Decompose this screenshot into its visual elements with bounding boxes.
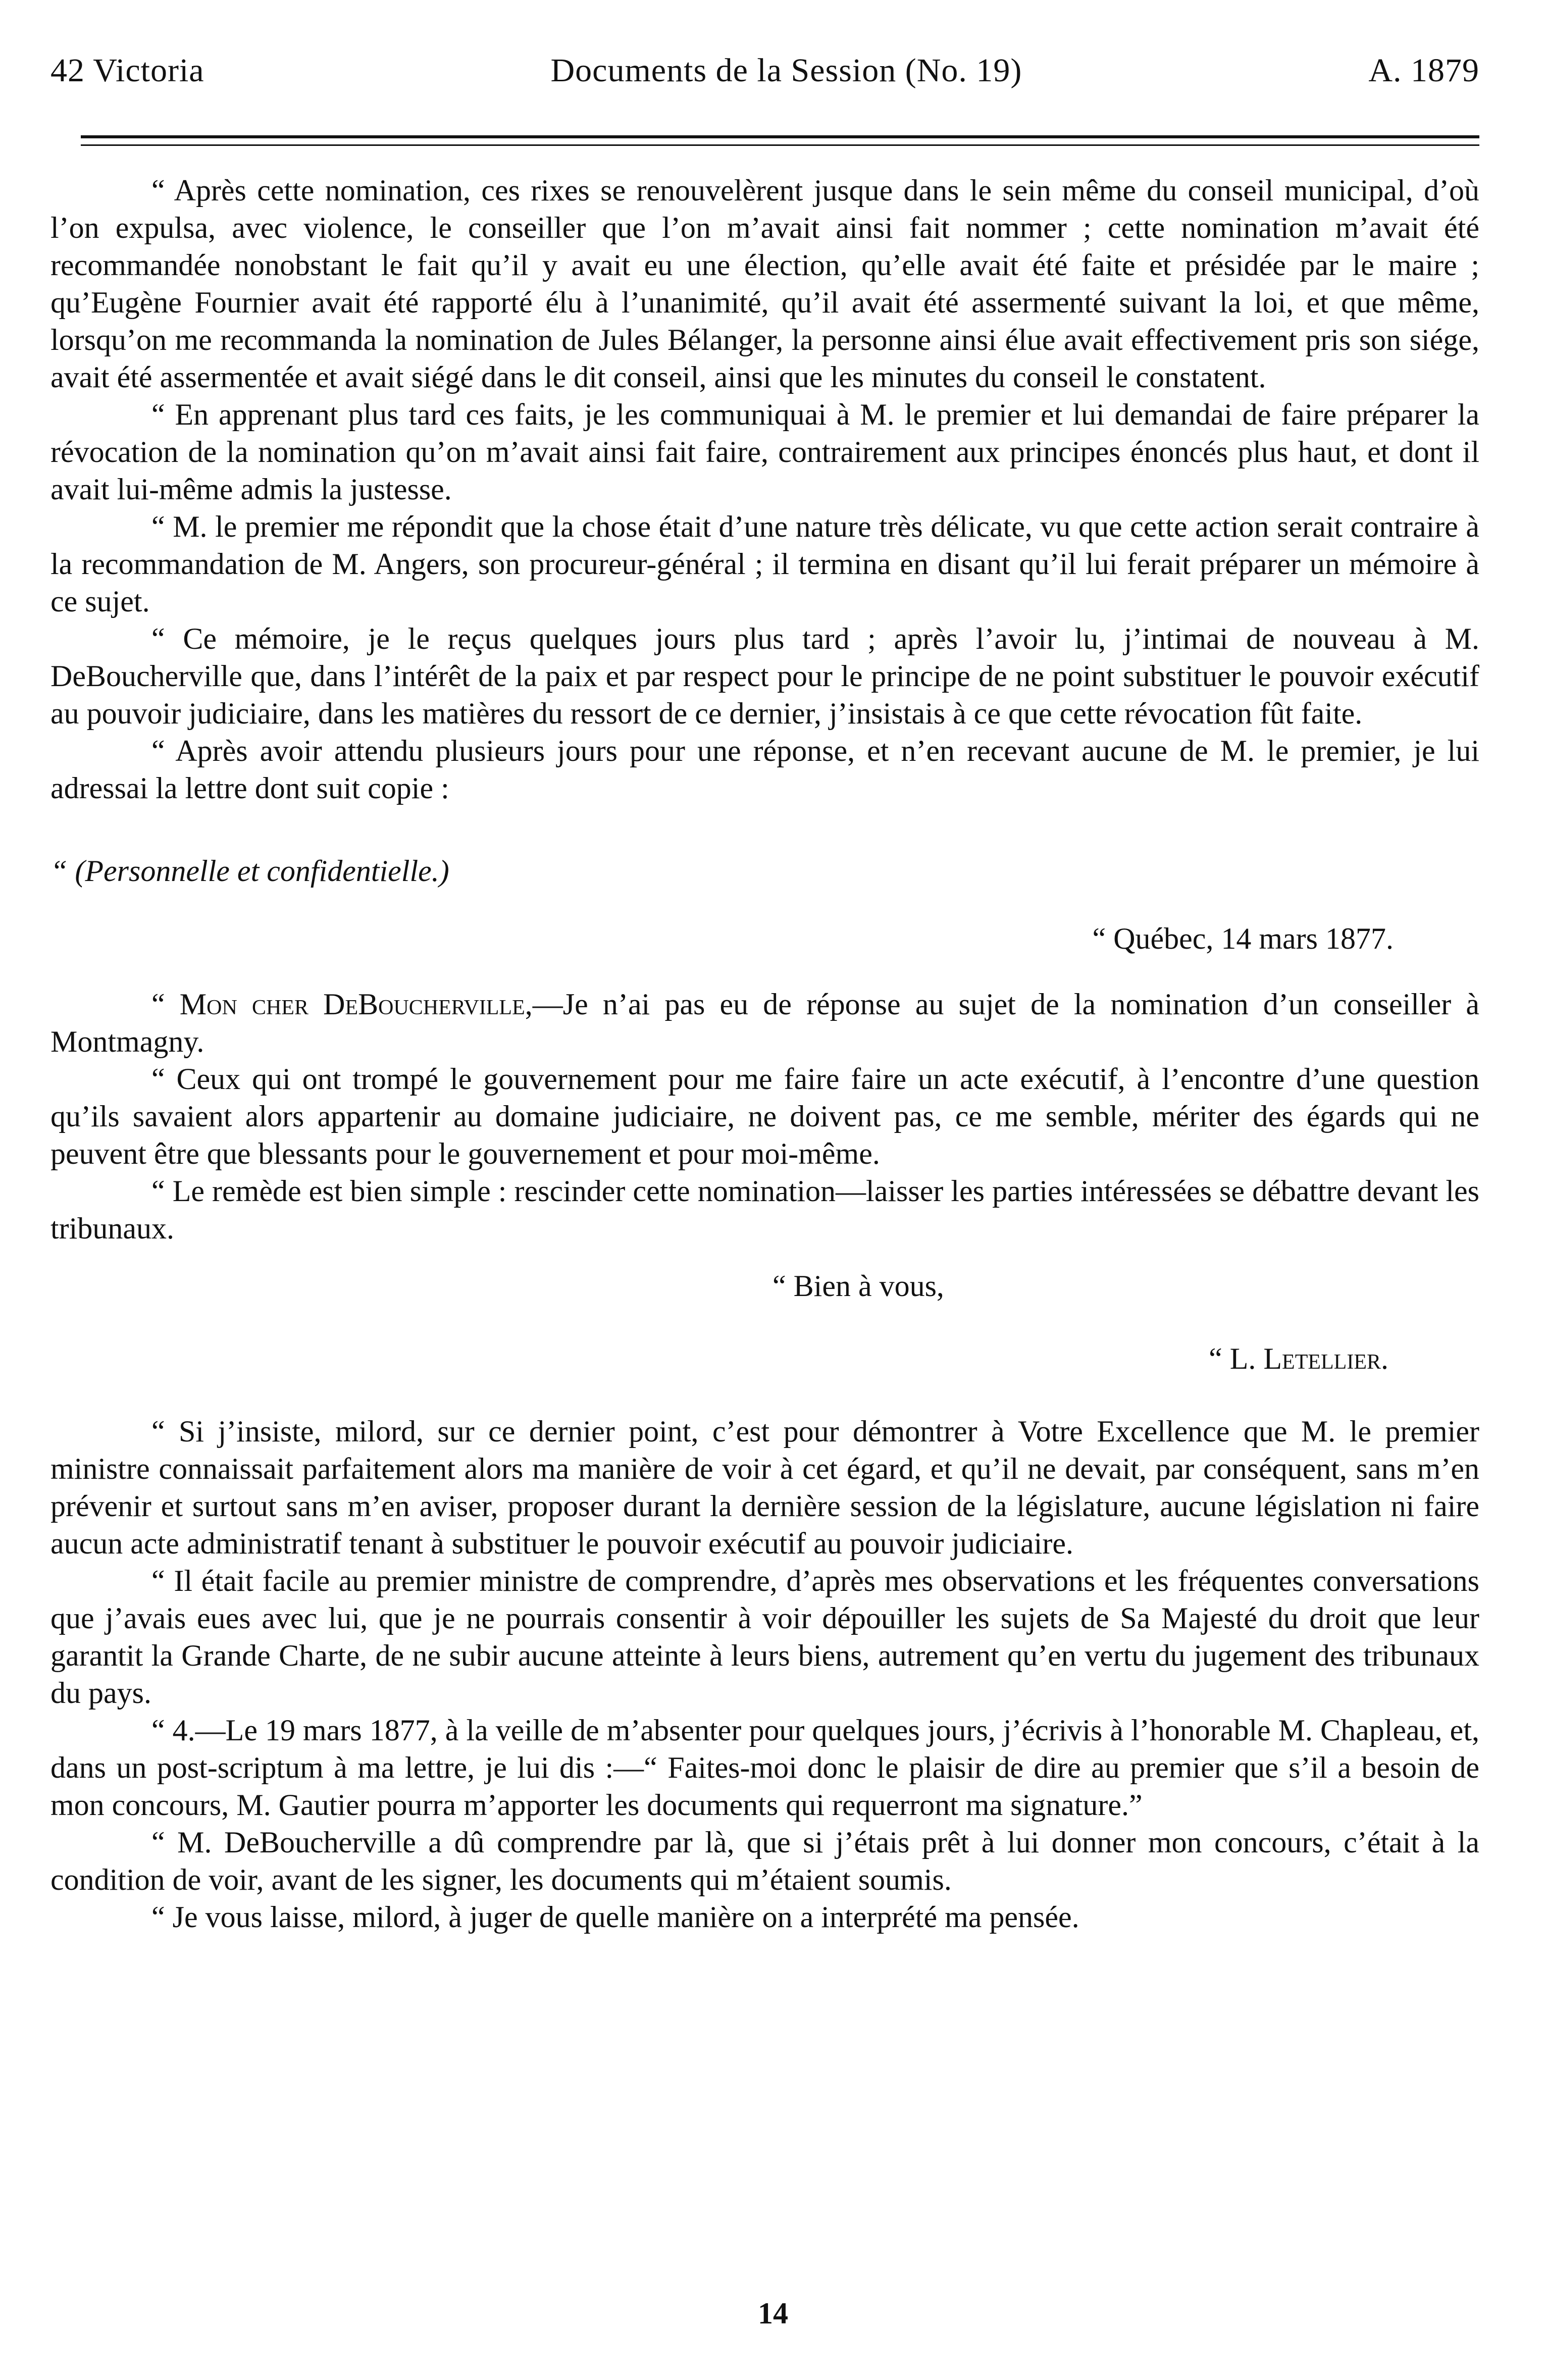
running-header [50, 40, 1479, 101]
letter-note: “ (Personnelle et confidentielle.) [50, 854, 449, 888]
letter-opening [50, 986, 1479, 1060]
letter-salutation: “ Mon cher DeBoucherville, [151, 988, 533, 1021]
paragraph: “ Après cette nomination, ces rixes se renouvelèrent jusque dans le sein même du conseil municipal, d’où l’on expulsa, avec violence, le conseiller que l’on m’avait ainsi fait nommer ; cette nomination m’avait été recommandée nonobstant le fait qu’il y avait eu une élection, qu’elle avait été faite et présidée par le maire ; qu’Eugène Fournier avait été rapporté élu à l’unanimité, qu’il avait été assermenté suivant la loi, et que même, lorsqu’on me recommanda la nomination de Jules Bélanger, la personne ainsi élue avait effectivement pris son siége, avait été assermentée et avait siégé dans le dit conseil, ainsi que les minutes du conseil le constatent. [50, 174, 1479, 394]
header-rule-thick [81, 135, 1479, 138]
letter-place-date: “ Québec, 14 mars 1877. [1092, 922, 1394, 955]
letter-line: —Je n’ai pas eu de réponse au sujet de la nomination d’un conseiller à Montmagny. [50, 988, 1479, 1058]
page-body [50, 172, 1479, 1936]
letter-line: “ Le remède est bien simple : rescinder cette nomination—laisser les parties intéressées se débattre devant les tribunaux. [50, 1174, 1479, 1245]
header-left: 42 Victoria [50, 52, 204, 89]
paragraph: “ Je vous laisse, milord, à juger de quelle manière on a interprété ma pensée. [151, 1900, 1079, 1934]
header-right: A. 1879 [1368, 52, 1479, 89]
letter-signature: “ L. Letellier. [1209, 1342, 1388, 1375]
header-center: Documents de la Session (No. 19) [550, 52, 1022, 89]
header-rule-thin [81, 144, 1479, 146]
paragraph: “ M. le premier me répondit que la chose était d’une nature très délicate, vu que cette action serait contraire à la recommandation de M. Angers, son procureur-général ; il termina en disant qu’il lui ferait préparer un mémoire à ce sujet. [50, 510, 1479, 618]
letter-line: “ Ceux qui ont trompé le gouvernement pour me faire faire un acte exécutif, à l’encontre d’une question qu’ils savaient alors appartenir au domaine judiciaire, ne doivent pas, ce me semble, mériter des égards qui ne peuvent être que blessants pour le gouvernement et pour moi-même. [50, 1062, 1479, 1170]
paragraph: “ Après avoir attendu plusieurs jours pour une réponse, et n’en recevant aucune de M. le premier, je lui adressai la lettre dont suit copie : [50, 734, 1479, 805]
paragraph: “ 4.—Le 19 mars 1877, à la veille de m’absenter pour quelques jours, j’écrivis à l’honorable M. Chapleau, et, dans un post-scriptum à ma lettre, je lui dis :—“ Faites-moi donc le plaisir de dire au premier que s’il a besoin de mon concours, M. Gautier pourra m’apporter les documents qui requerront ma signature.” [50, 1714, 1479, 1822]
continuation [50, 1413, 1479, 1936]
paragraph: “ En apprenant plus tard ces faits, je les communiquai à M. le premier et lui demandai de faire préparer la révocation de la nomination qu’on m’avait ainsi fait faire, contrairement aux principes énoncés plus haut, et dont il avait lui-même admis la justesse. [50, 398, 1479, 506]
quoted-letter [50, 986, 1479, 1377]
paragraph: “ M. DeBoucherville a dû comprendre par là, que si j’étais prêt à lui donner mon concours, c’était à la condition de voir, avant de les signer, les documents qui m’étaient soumis. [50, 1826, 1479, 1896]
letter-closing: “ Bien à vous, [772, 1269, 944, 1303]
paragraph: “ Si j’insiste, milord, sur ce dernier point, c’est pour démontrer à Votre Excellence que M. le premier ministre connaissait parfaitement alors ma manière de voir à cet égard, et qu’il ne devait, par conséquent, sans m’en prévenir et surtout sans m’en aviser, proposer durant la dernière session de la législature, aucune législation ni faire aucun acte administratif tenant à substituer le pouvoir exécutif au pouvoir judiciaire. [50, 1415, 1479, 1560]
paragraph: “ Il était facile au premier ministre de comprendre, d’après mes observations et les fréquentes conversations que j’avais eues avec lui, que je ne pourrais consentir à voir dépouiller les sujets de Sa Majesté du droit que leur garantit la Grande Charte, de ne subir aucune atteinte à leurs biens, autrement qu’en vertu du jugement des tribunaux du pays. [50, 1564, 1479, 1710]
paragraph: “ Ce mémoire, je le reçus quelques jours plus tard ; après l’avoir lu, j’intimai de nouveau à M. DeBoucherville que, dans l’intérêt de la paix et par respect pour le principe de ne point substituer le pouvoir exécutif au pouvoir judiciaire, dans les matières du ressort de ce dernier, j’insistais à ce que cette révocation fût faite. [50, 622, 1479, 730]
page-number: 14 [758, 2297, 788, 2330]
